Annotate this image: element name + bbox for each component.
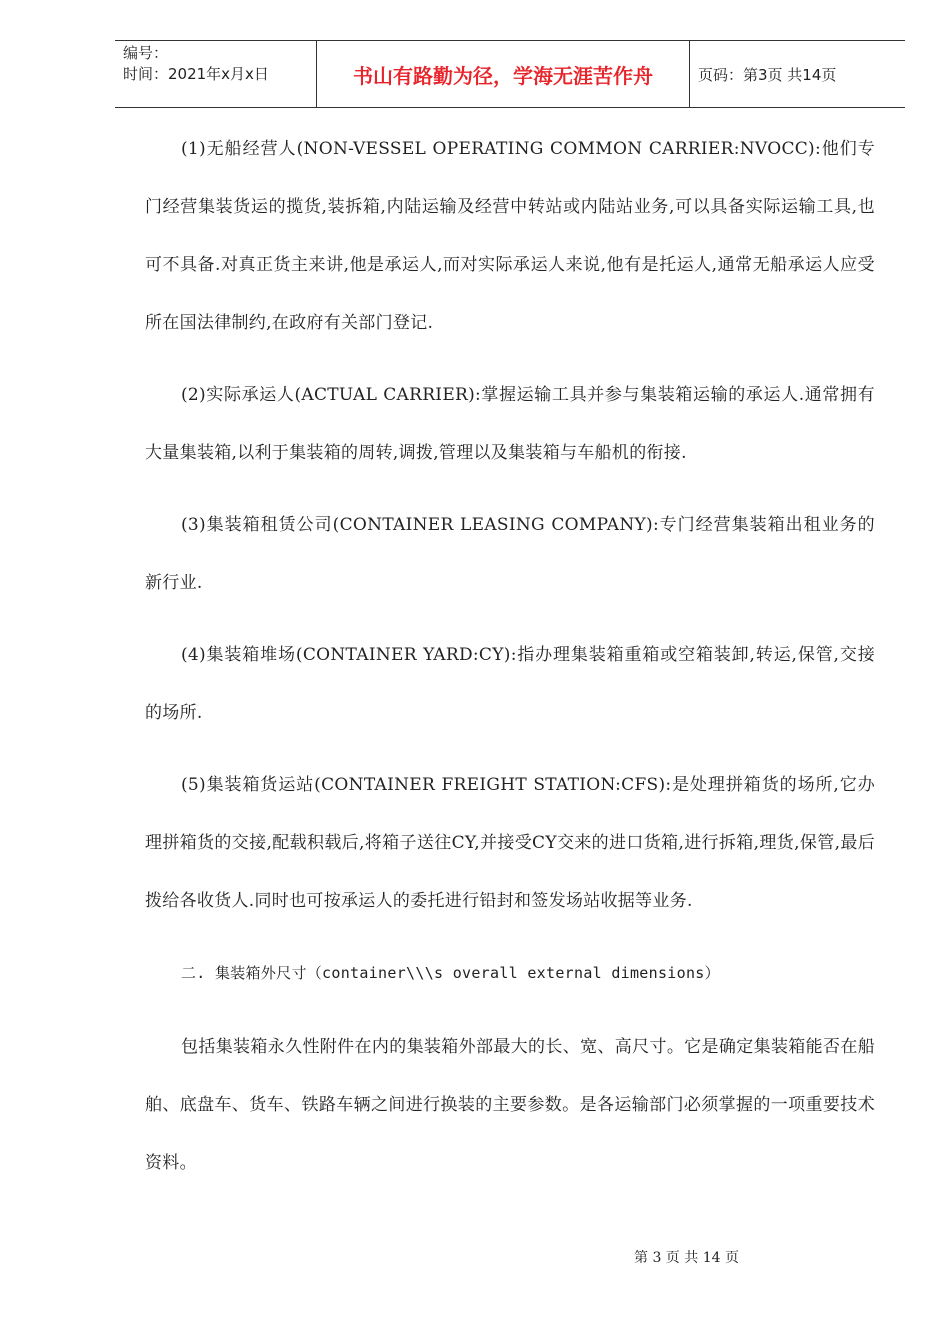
section-heading-dimensions: 二. 集装箱外尺寸（container\\\s overall external dimensions）: [181, 964, 720, 982]
paragraph-actual-carrier: (2)实际承运人(ACTUAL CARRIER):掌握运输工具并参与集装箱运输的承运人.通常拥有大量集装箱,以利于集装箱的周转,调拨,管理以及集装箱与车船机的衔接.: [145, 385, 875, 463]
paragraph-container-leasing: (3)集装箱租赁公司(CONTAINER LEASING COMPANY):专门经营集装箱出租业务的新行业.: [145, 515, 875, 593]
paragraph-dimensions: 包括集装箱永久性附件在内的集装箱外部最大的长、宽、高尺寸。它是确定集装箱能否在船舶、底盘车、货车、铁路车辆之间进行换装的主要参数。是各运输部门必须掌握的一项重要技术资料。: [145, 1037, 875, 1173]
page-header: [115, 40, 905, 108]
header-page-info: 页码：第3页 共14页: [698, 65, 837, 84]
header-motto: 书山有路勤为径，学海无涯苦作舟: [316, 41, 690, 107]
paragraph-container-yard: (4)集装箱堆场(CONTAINER YARD:CY):指办理集装箱重箱或空箱装卸,转运,保管,交接的场所.: [145, 645, 875, 723]
code-label: 编号：: [123, 44, 169, 62]
time-label: 时间：2021年x月x日: [123, 65, 269, 83]
footer-page-number: 第 3 页 共 14 页: [634, 1250, 739, 1266]
header-meta: [115, 41, 316, 107]
paragraph-freight-station: (5)集装箱货运站(CONTAINER FREIGHT STATION:CFS):是处理拼箱货的场所,它办理拼箱货的交接,配载积载后,将箱子送往CY,并接受CY交来的进口货箱,进行拆箱,理货,保管,最后拨给各收货人.同时也可按承运人的委托进行铅封和签发场站收据等业务.: [145, 775, 875, 911]
paragraph-nvocc: (1)无船经营人(NON-VESSEL OPERATING COMMON CARRIER:NVOCC):他们专门经营集装货运的揽货,装拆箱,内陆运输及经营中转站或内陆站业务,可以具备实际运输工具,也可不具备.对真正货主来讲,他是承运人,而对实际承运人来说,他有是托运人,通常无船承运人应受所在国法律制约,在政府有关部门登记.: [145, 139, 875, 333]
